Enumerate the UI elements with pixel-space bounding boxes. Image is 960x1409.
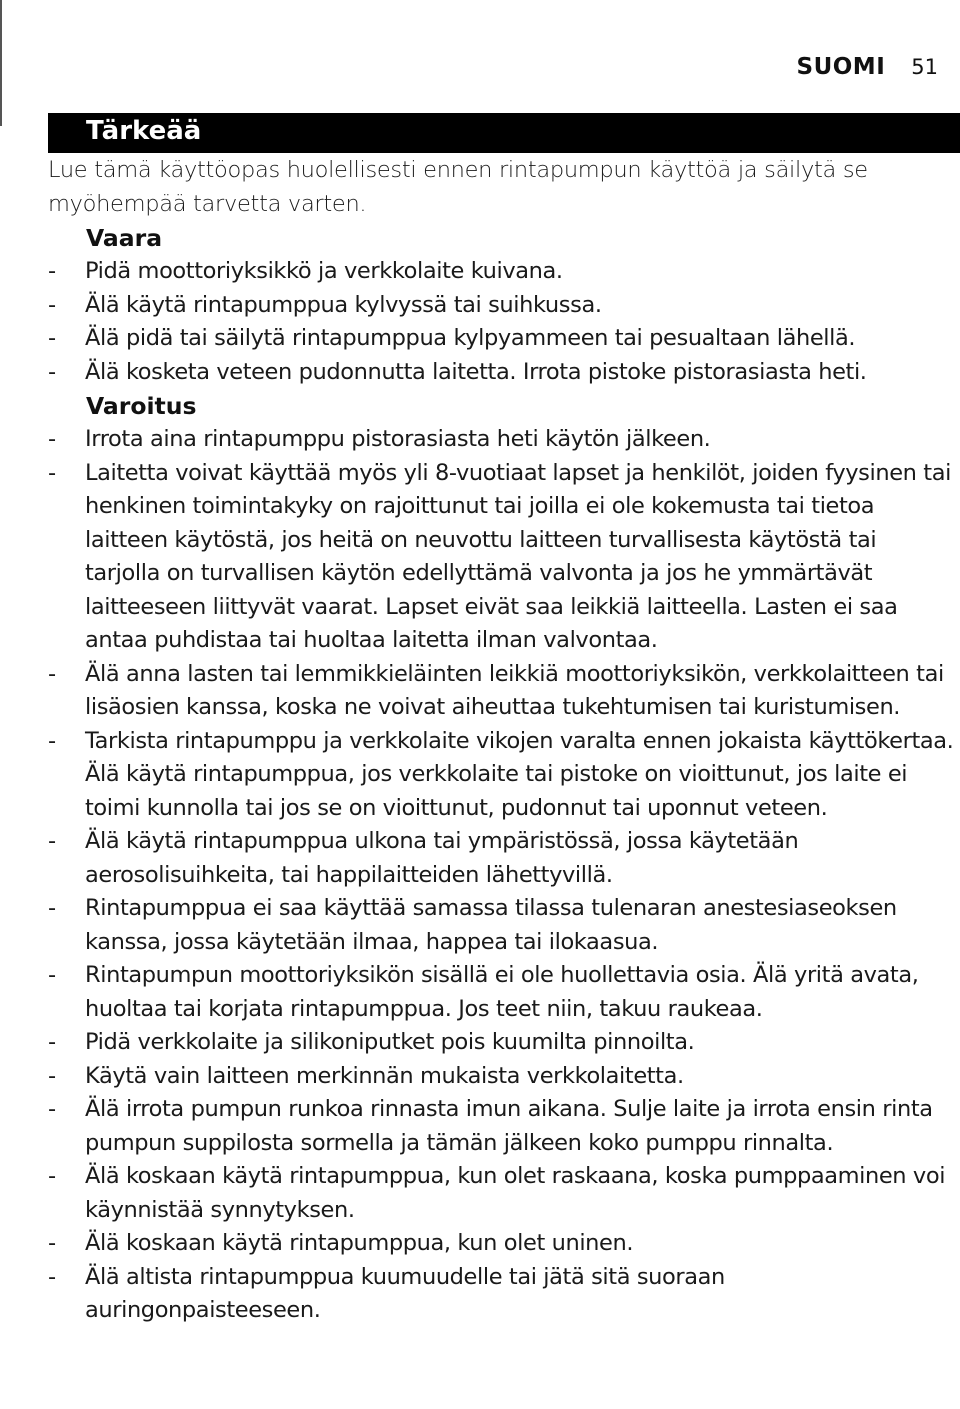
list-item bbox=[48, 1160, 956, 1227]
section-title: Tärkeää bbox=[86, 116, 202, 146]
list-item-text: Pidä moottoriyksikkö ja verkkolaite kuivana. bbox=[85, 258, 563, 284]
intro-paragraph: Lue tämä käyttöopas huolellisesti ennen rintapumpun käyttöä ja säilytä se myöhempää tarvetta varten. bbox=[48, 157, 868, 217]
bullet-list bbox=[48, 423, 956, 1328]
dash-bullet: - bbox=[48, 426, 56, 452]
dash-bullet: - bbox=[48, 1263, 56, 1290]
document-body bbox=[48, 153, 956, 1328]
list-item bbox=[48, 658, 956, 725]
list-item-text: Tarkista rintapumppu ja verkkolaite vikojen varalta ennen jokaista käyttökertaa. Älä käytä rintapumppua, jos verkkolaite tai pistoke on vioittunut, jos laite ei toimi kunnolla tai jos se on vioittunut, pudonnut tai uponnut veteen. bbox=[85, 727, 954, 821]
dash-bullet: - bbox=[48, 1062, 56, 1089]
page-number: 51 bbox=[911, 55, 938, 79]
list-item-text: Laitetta voivat käyttää myös yli 8-vuotiaat lapset ja henkilöt, joiden fyysinen tai henkinen toimintakyky on rajoittunut tai joilla ei ole kokemusta tai tietoa laitteen käytöstä, jos heitä on neuvottu laitteen turvallisesta käytöstä tai tarjolla on turvallisen käytön edellyttämä valvonta ja jos he ymmärtävät laitteeseen liittyvät vaarat. Lapset eivät saa leikkiä laitteella. Lasten ei saa antaa puhdistaa tai huoltaa laitetta ilman valvontaa. bbox=[85, 459, 951, 653]
dash-bullet: - bbox=[48, 828, 56, 854]
list-item bbox=[48, 1060, 956, 1094]
left-margin-rule bbox=[0, 0, 2, 126]
dash-bullet: - bbox=[48, 325, 56, 351]
list-item bbox=[48, 825, 956, 892]
list-item-text: Älä pidä tai säilytä rintapumppua kylpyammeen tai pesualtaan lähellä. bbox=[85, 325, 856, 351]
dash-bullet: - bbox=[48, 660, 56, 687]
section-heading: Vaara bbox=[86, 224, 163, 252]
dash-bullet: - bbox=[48, 727, 56, 754]
dash-bullet: - bbox=[48, 1029, 56, 1055]
dash-bullet: - bbox=[48, 1096, 56, 1122]
dash-bullet: - bbox=[48, 962, 56, 988]
page-header bbox=[797, 54, 938, 80]
list-item-text: Älä käytä rintapumppua kylvyssä tai suihkussa. bbox=[85, 291, 602, 318]
list-item bbox=[48, 1026, 956, 1060]
bullet-list bbox=[48, 255, 956, 389]
list-item bbox=[48, 457, 956, 658]
list-item bbox=[48, 289, 956, 323]
dash-bullet: - bbox=[48, 291, 56, 318]
list-item bbox=[48, 255, 956, 289]
list-item bbox=[48, 423, 956, 457]
list-item-text: Älä koskaan käytä rintapumppua, kun olet uninen. bbox=[85, 1230, 634, 1256]
list-item bbox=[48, 959, 956, 1026]
dash-bullet: - bbox=[48, 1163, 56, 1189]
dash-bullet: - bbox=[48, 358, 56, 385]
list-item bbox=[48, 1261, 956, 1328]
list-item-text: Rintapumppua ei saa käyttää samassa tilassa tulenaran anestesiaseoksen kanssa, jossa käytetään ilmaa, happea tai ilokaasua. bbox=[85, 895, 897, 955]
list-item-text: Irrota aina rintapumppu pistorasiasta heti käytön jälkeen. bbox=[85, 426, 711, 452]
list-item-text: Älä kosketa veteen pudonnutta laitetta. Irrota pistoke pistorasiasta heti. bbox=[85, 358, 867, 385]
section-heading: Varoitus bbox=[86, 392, 197, 420]
list-item bbox=[48, 322, 956, 356]
language-label: SUOMI bbox=[796, 54, 886, 80]
list-item-text: Pidä verkkolaite ja silikoniputket pois kuumilta pinnoilta. bbox=[85, 1029, 695, 1055]
list-item-text: Älä irrota pumpun runkoa rinnasta imun aikana. Sulje laite ja irrota ensin rinta pumpun suppilosta sormella ja tämän jälkeen koko pumppu rinnalta. bbox=[85, 1096, 933, 1156]
dash-bullet: - bbox=[48, 258, 56, 284]
dash-bullet: - bbox=[48, 1230, 56, 1256]
list-item-text: Käytä vain laitteen merkinnän mukaista verkkolaitetta. bbox=[85, 1062, 684, 1089]
list-item-text: Älä käytä rintapumppua ulkona tai ympäristössä, jossa käytetään aerosolisuihkeita, tai happilaitteiden lähettyvillä. bbox=[85, 828, 799, 888]
list-item-text: Älä altista rintapumppua kuumuudelle tai jätä sitä suoraan auringonpaisteeseen. bbox=[85, 1263, 725, 1323]
list-item-text: Älä anna lasten tai lemmikkieläinten leikkiä moottoriyksikön, verkkolaitteen tai lisäosien kanssa, koska ne voivat aiheuttaa tukehtumisen tai kuristumisen. bbox=[85, 660, 944, 720]
list-item bbox=[48, 356, 956, 390]
list-item-text: Älä koskaan käytä rintapumppua, kun olet raskaana, koska pumppaaminen voi käynnistää synnytyksen. bbox=[85, 1163, 946, 1223]
title-bar bbox=[48, 113, 960, 153]
list-item bbox=[48, 725, 956, 826]
list-item bbox=[48, 1227, 956, 1261]
list-item-text: Rintapumpun moottoriyksikön sisällä ei ole huollettavia osia. Älä yritä avata, huoltaa tai korjata rintapumppua. Jos teet niin, takuu raukeaa. bbox=[85, 962, 919, 1022]
sections-container bbox=[48, 221, 956, 1328]
dash-bullet: - bbox=[48, 459, 56, 486]
list-item bbox=[48, 1093, 956, 1160]
list-item bbox=[48, 892, 956, 959]
dash-bullet: - bbox=[48, 895, 56, 921]
